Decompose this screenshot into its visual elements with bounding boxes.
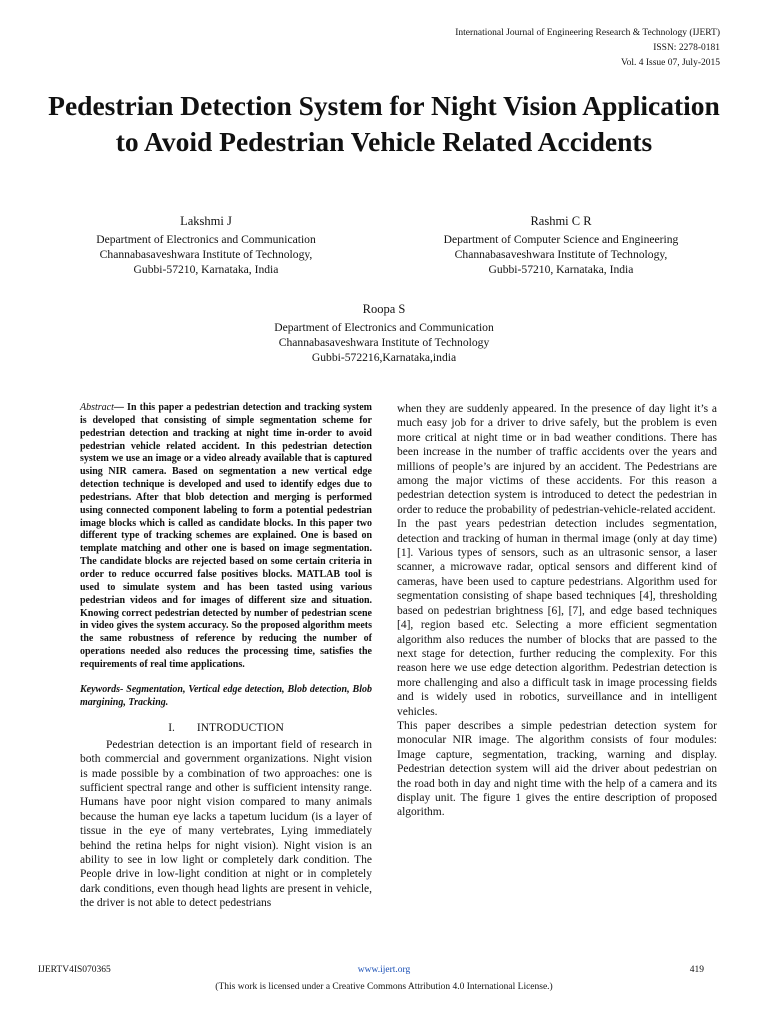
author-name: Lakshmi J [180,214,232,228]
abstract-dash: — [113,402,128,413]
author-department: Department of Computer Science and Engineering [443,233,679,246]
journal-issn: ISSN: 2278-0181 [653,43,720,53]
website-link[interactable]: www.ijert.org [357,965,411,975]
author-department: Department of Electronics and Communication [96,233,316,246]
section-title: INTRODUCTION [196,722,284,735]
left-column [80,402,372,911]
author-institute: Channabasaveshwara Institute of Technology, [454,248,668,261]
author-institute: Channabasaveshwara Institute of Technology, [99,248,313,261]
license-notice: (This work is licensed under a Creative Commons Attribution 4.0 International License.) [215,982,553,992]
journal-header [455,26,720,71]
author-name: Rashmi C R [530,214,592,228]
journal-name: International Journal of Engineering Research & Technology (IJERT) [455,28,720,38]
page-number: 419 [689,965,704,975]
paper-id: IJERTV4IS070365 [38,965,111,975]
abstract [80,402,372,672]
intro-paragraph-continued: when they are suddenly appeared. In the presence of day light it’s a much easy job for a driver to drive safely, but the problem is even more critical at night time or in bad weather conditions. There has been increase in the number of traffic accidents over the years and millions of people’s are injured by an accident. The Pedestrians are among the major victims of these accidents. For this reason a pedestrian detection system is introduced to detect the pedestrian in order to reduce the probability of pedestrian-vehicle-related accident. [397,403,717,516]
author-address: Gubbi-57210, Karnataka, India [133,263,279,276]
journal-volume: Vol. 4 Issue 07, July-2015 [620,58,720,68]
right-column [397,402,717,820]
author-address: Gubbi-57210, Karnataka, India [488,263,634,276]
intro-paragraph-overview: This paper describes a simple pedestrian detection system for monocular NIR image. The algorithm consists of four modules: Image capture, segmentation, tracking, warning and display. Pedestrian detection system will aid the driver about pedestrian on the road both in day and night time with the help of a camera and its display unit. The figure 1 gives the entire description of proposed algorithm. [397,719,717,819]
section-number: I. [168,722,175,735]
abstract-lead: Abstract [80,402,114,413]
intro-paragraph-background: In the past years pedestrian detection includes segmentation, detection and tracking of human in thermal image (only at day time) [1]. Various types of sensors, such as an ultrasonic sensor, a laser scanner, a microwave radar, optical sensors and different kind of cameras, have been used to capture pedestrians. Algorithm used for segmentation consisting of shape based techniques [4], thresholding based on pedestrian brightness [6], [7], and edge based techniques [4], region based etc. Selecting a more efficient segmentation algorithm also reduces the number of blocks that are passed to the next stage for detection, further reducing the complexity. For this reason here we use edge detection algorithm. Pedestrian detection is more challenging and also a difficult task in image processing fields and is widely used in robotics, surveillance and in intelligent vehicles. [397,518,717,718]
author-block-2 [408,214,714,277]
author-department: Department of Electronics and Communication [274,321,494,334]
intro-paragraph: Pedestrian detection is an important field of research in both commercial and government organizations. Night vision is made possible by a combination of two approaches: one is sufficient spectral range and other is sufficient intensity range. Humans have poor night vision compared to many animals because the human eye lacks a tapetum lucidum (is a layer of tissue in the eye of many vertebrates, Lying immediately behind the retina helps for night vision). Night vision is an ability to see in low light or completely dark condition. The People drive in low-light condition at night or in completely dark conditions, even though head lights are present in vehicle, the driver is not able to detect pedestrians [80,738,372,910]
author-block-3 [234,302,534,365]
paper-title: Pedestrian Detection System for Night Vision Application to Avoid Pedestrian Vehicle Related Accidents [48,90,720,157]
author-address: Gubbi-572216,Karnataka,india [311,351,457,364]
section-heading [80,721,372,735]
author-institute: Channabasaveshwara Institute of Technology [278,336,490,349]
abstract-text: In this paper a pedestrian detection and tracking system is developed that consisting of simple segmentation scheme for pedestrian detection and tracking at night time in-order to avoid pedestrian vehicle related accident. In this pedestrian detection system we use an image or a video already available that is captured using NIR camera. Based on segmentation a new vertical edge detection technique is developed and used to identify edges due to pedestrians. After that blob detection and merging is performed using connected component labeling to form a potential pedestrian image blocks which is called as candidate blocks. In this paper two different type of tracking schemes are explained. One is based on template matching and other one is based on image segmentation. The candidate blocks are rejected based on some certain criteria in order to reduce occurred false positives blocks. MATLAB tool is used to simulate system and has been tasted using various pedestrian videos and for images of different size and situation. Knowing correct pedestrian detected by number of pedestrian scene in video gives the system accuracy. So the proposed algorithm meets the same robustness of reference by reducing the number of operations needed also reduces the processing time, satisfies the requirements of real time applications. [80,402,373,670]
author-name: Roopa S [362,302,406,316]
author-block-1 [56,214,356,277]
keywords: Keywords- Segmentation, Vertical edge detection, Blob detection, Blob margining, Tracking. [80,683,372,708]
